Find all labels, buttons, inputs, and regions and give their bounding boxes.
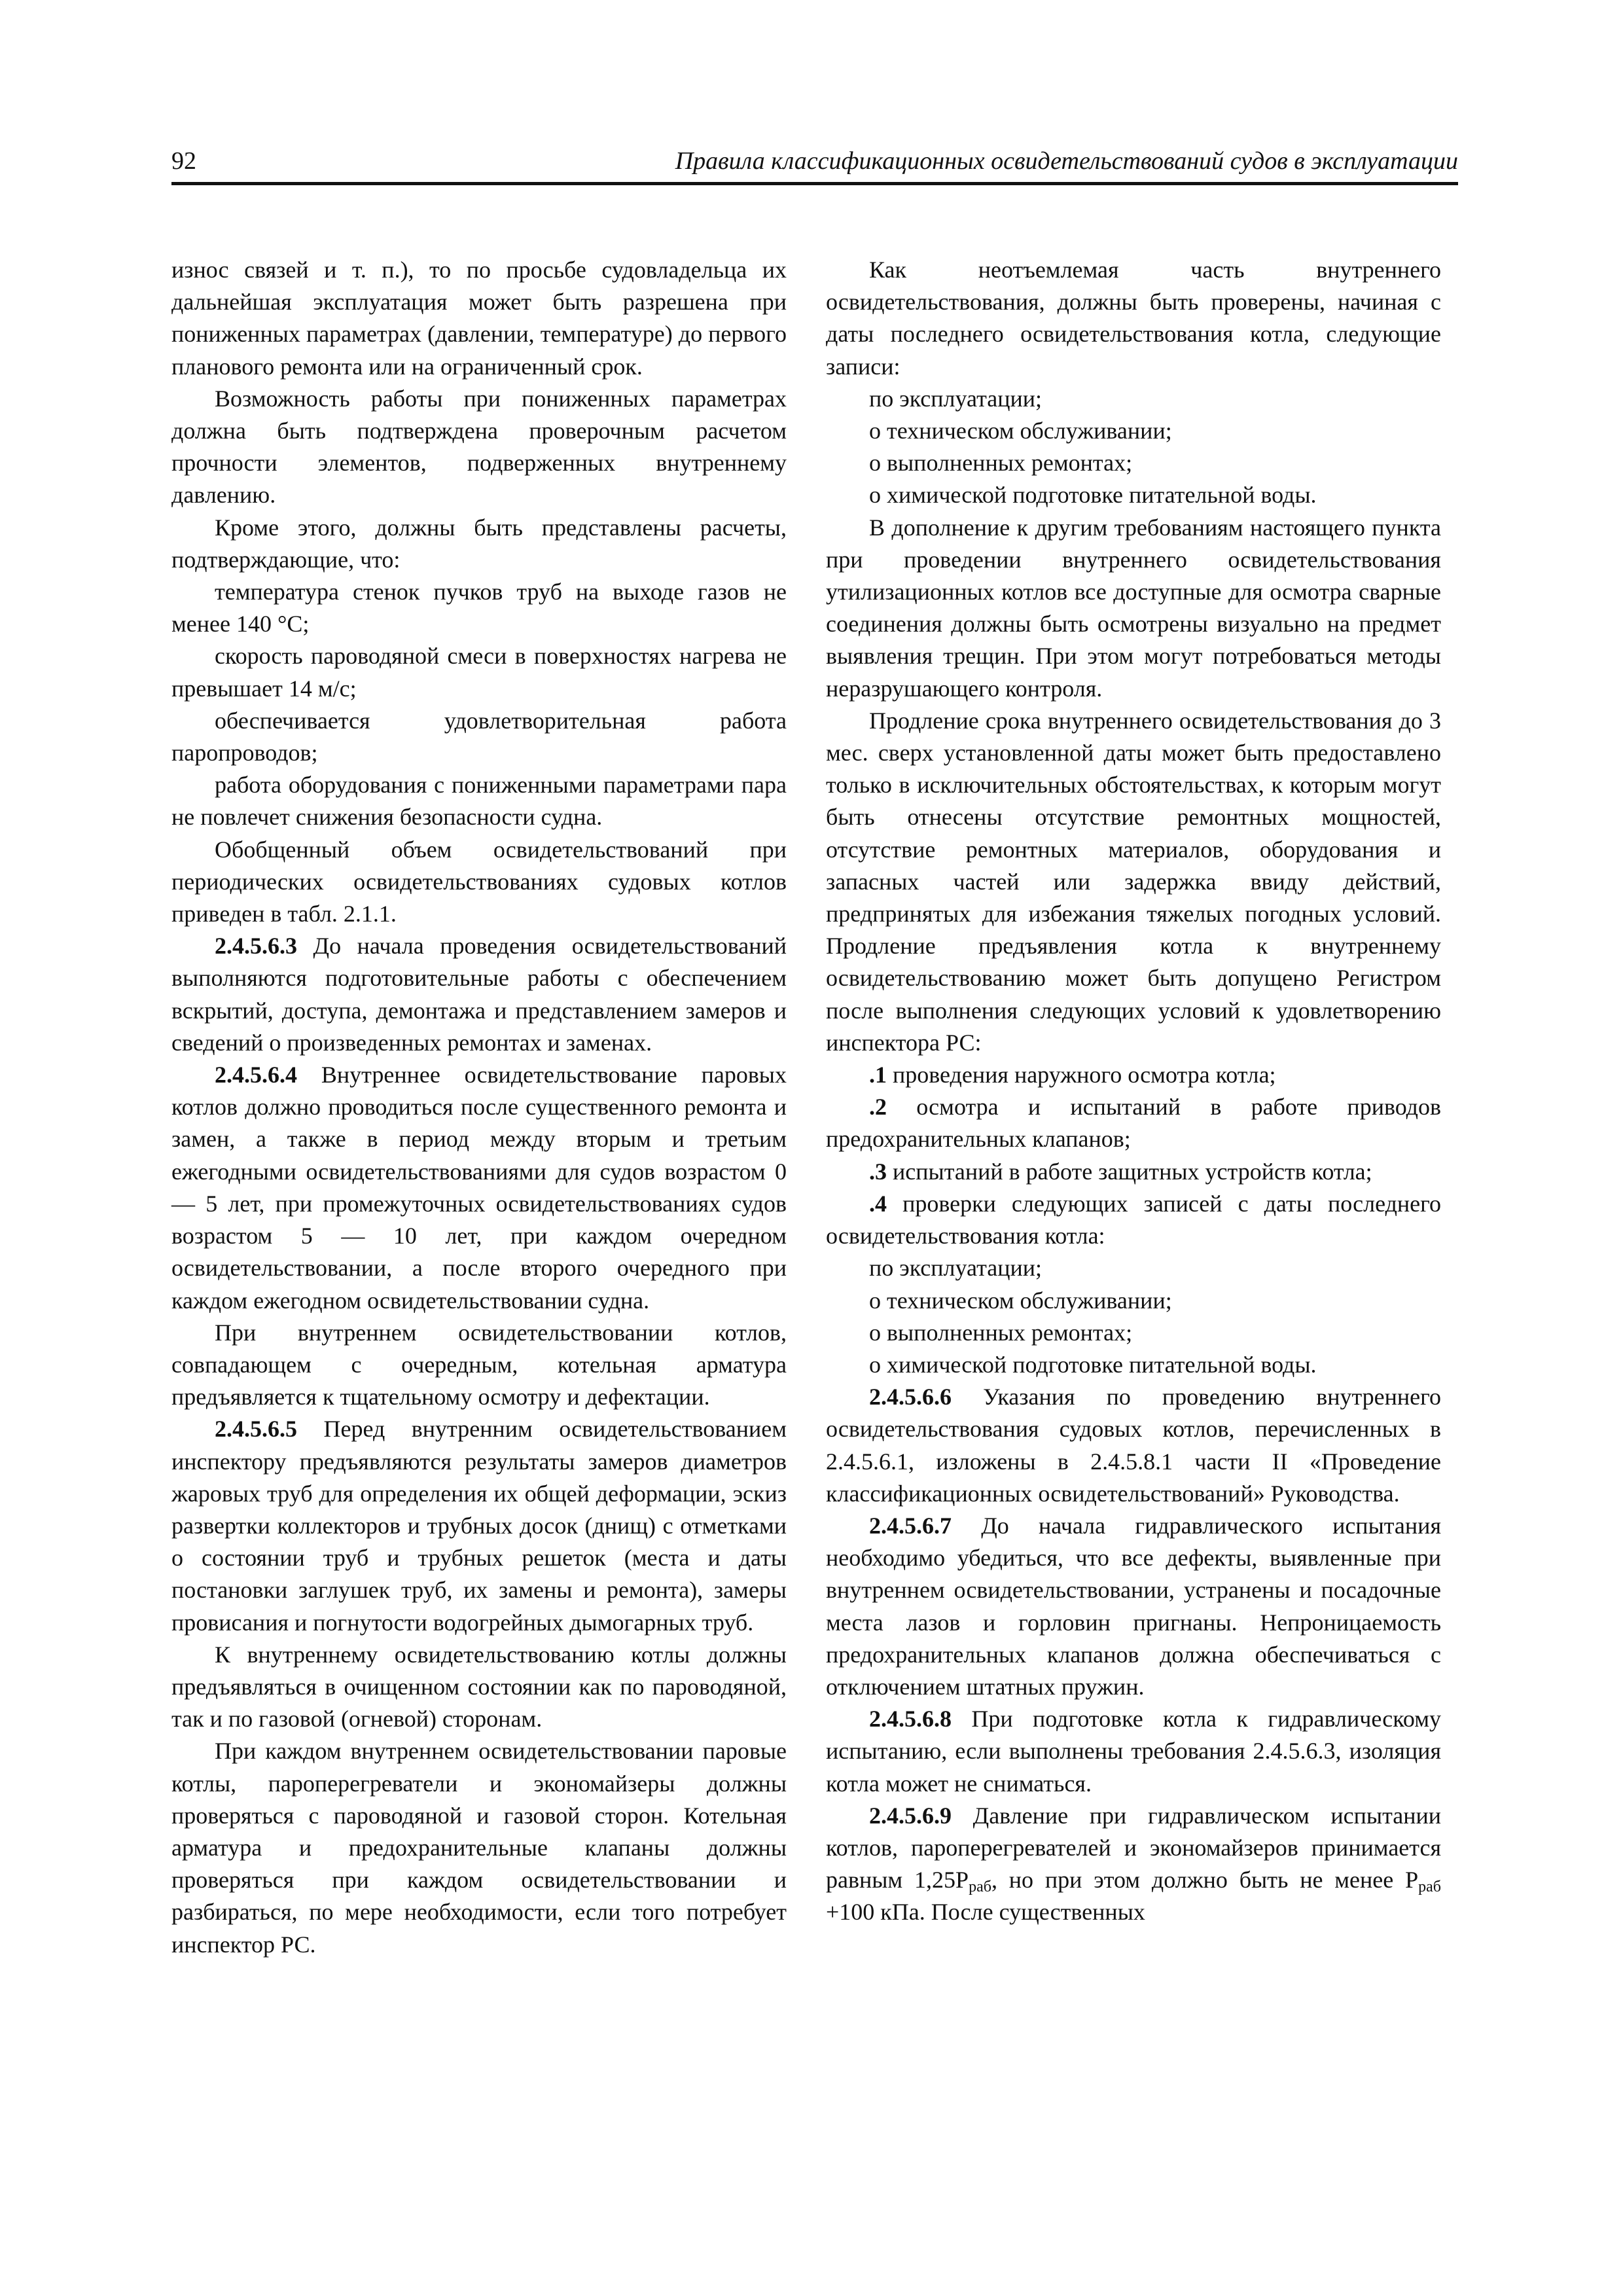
numbered-paragraph — [171, 1413, 787, 1638]
paragraph: Возможность работы при пониженных параметрах должна быть подтверждена проверочным расчетом прочности элементов, подверженных внутреннему давлению. — [171, 385, 787, 509]
paragraph: В дополнение к другим требованиям настоящего пункта при проведении внутреннего освидетельствования утилизационных котлов все доступные для осмотра сварные соединения должны быть осмотрены визуально на предмет выявления трещин. При этом могут потребоваться методы неразрушающего контроля. — [826, 514, 1441, 702]
clause-text: Перед внутренним освидетельствованием инспектору предъявляются результаты замеров диаметров жаровых труб для определения их общей деформации, эскиз развертки коллекторов и трубных досок (днищ) с отметками о состоянии труб и трубных решеток (места и даты постановки заглушек труб, их замены и ремонта), замеры провисания и погнутости водогрейных дымогарных труб. — [171, 1416, 787, 1636]
paragraph: К внутреннему освидетельствованию котлы должны предъявляться в очищенном состоянии как по пароводяной, так и по газовой (огневой) сторонам. — [171, 1641, 787, 1732]
clause-text: , но при этом должно быть не менее P — [991, 1867, 1419, 1893]
condition-item — [826, 1059, 1441, 1091]
clause-number: 2.4.5.6.8 — [869, 1706, 952, 1732]
condition-item — [826, 1156, 1441, 1188]
clause-text: +100 кПа. После существенных — [826, 1899, 1145, 1926]
numbered-paragraph — [826, 1381, 1441, 1510]
left-column — [171, 254, 787, 1961]
paragraph: обеспечивается удовлетворительная работа паропроводов; — [171, 707, 787, 766]
page-number: 92 — [171, 147, 196, 175]
list-item: о выполненных ремонтах; — [869, 1319, 1133, 1346]
clause-text: До начала гидравлического испытания необходимо убедиться, что все дефекты, выявленные при внутреннем освидетельствовании, устранены и посадочные места лазов и горловин пригнаны. Непроницаемость предохранительных клапанов должна обеспечиваться с отключением штатных пружин. — [826, 1512, 1441, 1700]
right-column — [826, 254, 1441, 1929]
list-item: о выполненных ремонтах; — [869, 450, 1133, 476]
item-text: проверки следующих записей с даты последнего освидетельствования котла: — [826, 1190, 1441, 1249]
clause-text: При подготовке котла к гидравлическому испытанию, если выполнены требования 2.4.5.6.3, изоляция котла может не сниматься. — [826, 1706, 1441, 1797]
paragraph: Обобщенный объем освидетельствований при периодических освидетельствованиях судовых котлов приведен в табл. 2.1.1. — [171, 836, 787, 927]
paragraph: Как неотъемлемая часть внутреннего освидетельствования, должны быть проверены, начиная с даты последнего освидетельствования котла, следующие записи: — [826, 257, 1441, 380]
item-number: .1 — [869, 1062, 887, 1088]
running-title: Правила классификационных освидетельствований судов в эксплуатации — [675, 147, 1458, 175]
clause-number: 2.4.5.6.4 — [215, 1062, 297, 1088]
paragraph: износ связей и т. п.), то по просьбе судовладельца их дальнейшая эксплуатация может быть разрешена при пониженных параметрах (давлении, температуре) до первого планового ремонта или на ограниченный срок. — [171, 257, 787, 380]
list-item: по эксплуатации; — [869, 1255, 1043, 1282]
numbered-paragraph — [171, 1059, 787, 1317]
list-item: по эксплуатации; — [869, 385, 1043, 412]
numbered-paragraph — [171, 930, 787, 1059]
clause-number: 2.4.5.6.5 — [215, 1416, 297, 1443]
item-text: проведения наружного осмотра котла; — [893, 1062, 1276, 1088]
subscript: раб — [969, 1878, 991, 1896]
item-number: .3 — [869, 1158, 887, 1185]
list-item: о техническом обслуживании; — [869, 1287, 1172, 1314]
numbered-paragraph — [826, 1800, 1441, 1929]
numbered-paragraph — [826, 1510, 1441, 1703]
clause-number: 2.4.5.6.7 — [869, 1512, 952, 1539]
item-text: испытаний в работе защитных устройств котла; — [893, 1158, 1372, 1185]
clause-text: До начала проведения освидетельствований выполняются подготовительные работы с обеспечением вскрытий, доступа, демонтажа и представлением замеров и сведений о произведенных ремонтах и заменах. — [171, 933, 787, 1056]
list-item: о химической подготовке питательной воды. — [869, 482, 1317, 509]
numbered-paragraph — [826, 1703, 1441, 1800]
list-item: о химической подготовке питательной воды. — [869, 1351, 1317, 1378]
paragraph: Продление срока внутреннего освидетельствования до 3 мес. сверх установленной даты может быть предоставлено только в исключительных обстоятельствах, к которым могут быть отнесены отсутствие ремонтных мощностей, отсутствие ремонтных материалов, оборудования и запасных частей или задержка ввиду действий, предпринятых для избежания тяжелых погодных условий. Продление предъявления котла к внутреннему освидетельствованию может быть допущено Регистром после выполнения следующих условий к удовлетворению инспектора РС: — [826, 707, 1441, 1056]
clause-text: Давление при гидравлическом испытании котлов, пароперегревателей и экономайзеров принимается равным 1,25P — [826, 1802, 1442, 1893]
paragraph: скорость пароводяной смеси в поверхностях нагрева не превышает 14 м/с; — [171, 643, 787, 702]
clause-number: 2.4.5.6.9 — [869, 1802, 952, 1829]
paragraph: работа оборудования с пониженными параметрами пара не повлечет снижения безопасности судна. — [171, 772, 787, 831]
paragraph: При внутреннем освидетельствовании котлов, совпадающем с очередным, котельная арматура предъявляется к тщательному осмотру и дефектации. — [171, 1319, 787, 1410]
paragraph: При каждом внутреннем освидетельствовании паровые котлы, пароперегреватели и экономайзеры должны проверяться с пароводяной и газовой сторон. Котельная арматура и предохранительные клапаны должны проверяться при каждом освидетельствовании и разбираться, по мере необходимости, если того потребует инспектор РС. — [171, 1738, 787, 1958]
condition-item — [826, 1188, 1441, 1252]
item-number: .2 — [869, 1094, 887, 1121]
paragraph: Кроме этого, должны быть представлены расчеты, подтверждающие, что: — [171, 514, 787, 573]
item-text: осмотра и испытаний в работе приводов предохранительных клапанов; — [826, 1094, 1441, 1153]
paragraph: температура стенок пучков труб на выходе газов не менее 140 °С; — [171, 579, 787, 637]
list-item: о техническом обслуживании; — [869, 418, 1172, 444]
item-number: .4 — [869, 1190, 887, 1217]
page-header — [171, 145, 1458, 185]
subscript: раб — [1418, 1878, 1441, 1896]
clause-number: 2.4.5.6.6 — [869, 1384, 952, 1410]
clause-text: Указания по проведению внутреннего освидетельствования судовых котлов, перечисленных в 2.4.5.6.1, изложены в 2.4.5.8.1 части II «Проведение классификационных освидетельствований» Руководства. — [826, 1384, 1441, 1507]
clause-number: 2.4.5.6.3 — [215, 933, 297, 960]
clause-text: Внутреннее освидетельствование паровых котлов должно проводиться после существенного ремонта и замен, а также в период между вторым и третьим ежегодными освидетельствованиями для судов возрастом 0 — 5 лет, при промежуточных освидетельствованиях судов возрастом 5 — 10 лет, при каждом очередном освидетельствовании, а после второго очередного при каждом ежегодном освидетельствовании судна. — [171, 1062, 787, 1314]
condition-item — [826, 1091, 1441, 1155]
